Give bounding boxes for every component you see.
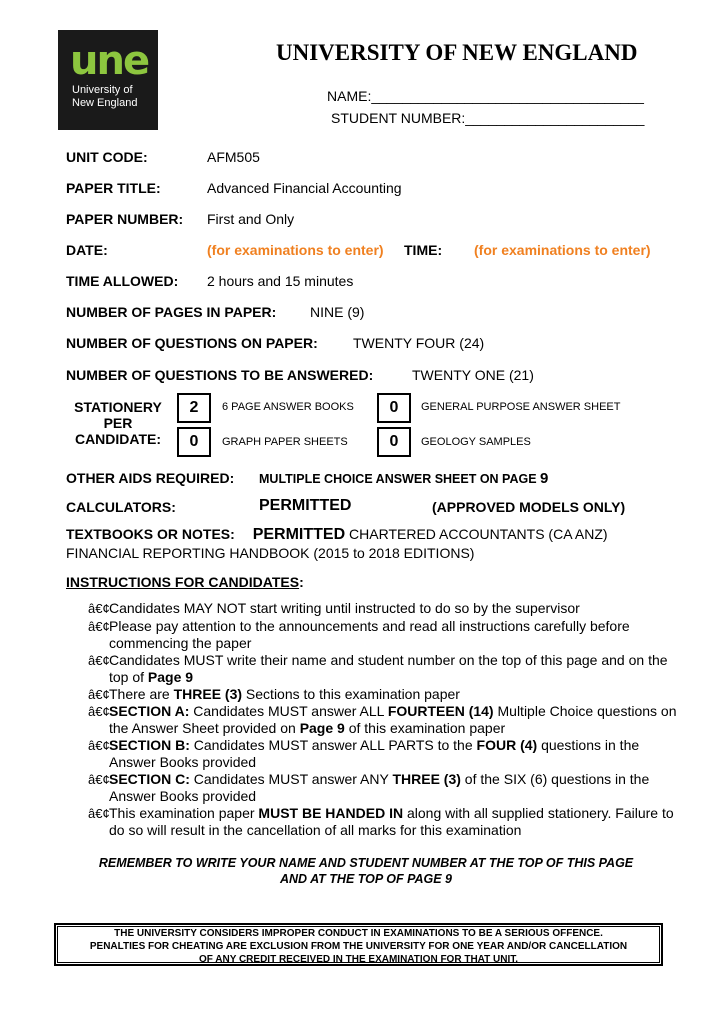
- date-value: (for examinations to enter): [207, 242, 384, 258]
- instruction-item-2: [88, 618, 678, 652]
- stationery-label-1: STATIONERY: [74, 399, 162, 415]
- logo-line-1: University of: [72, 84, 133, 96]
- time-label: TIME:: [404, 242, 443, 258]
- bullet-icon: â€¢: [88, 687, 110, 702]
- instruction-text: [109, 737, 678, 771]
- other-aids-page: 9: [540, 470, 549, 487]
- student-number-field: STUDENT NUMBER:_______________________: [331, 110, 645, 126]
- instruction-text: Please pay attention to the announcements and read all instructions carefully before commencing the paper: [109, 618, 630, 651]
- stationery-count-answer-sheet: 0: [377, 393, 411, 423]
- textbooks-value: PERMITTED: [252, 526, 346, 543]
- instruction-item-1: [88, 600, 678, 617]
- bullet-icon: â€¢: [88, 806, 110, 821]
- questions-on-value: TWENTY FOUR (24): [353, 335, 485, 351]
- instruction-item-6: [88, 737, 678, 771]
- paper-title-label: PAPER TITLE:: [66, 180, 161, 196]
- instruction-text-part: questions in the Answer Books provided: [109, 737, 640, 770]
- instruction-text-part: of the SIX (6) questions in the Answer Books provided: [109, 771, 650, 804]
- stationery-desc-answer-sheet: GENERAL PURPOSE ANSWER SHEET: [421, 401, 621, 413]
- textbooks-line-2: FINANCIAL REPORTING HANDBOOK (2015 to 2018 EDITIONS): [66, 545, 475, 561]
- instruction-text: Candidates MAY NOT start writing until instructed to do so by the supervisor: [109, 600, 580, 616]
- bullet-icon: â€¢: [88, 653, 110, 668]
- stationery-label-2: PER: [103, 415, 133, 431]
- other-aids-label: OTHER AIDS REQUIRED:: [66, 470, 235, 486]
- remember-line-1: REMEMBER TO WRITE YOUR NAME AND STUDENT NUMBER AT THE TOP OF THIS PAGE: [98, 856, 634, 870]
- instruction-text-part: Candidates MUST write their name and student number on the top of this page and on the top of: [109, 652, 668, 685]
- bullet-icon: â€¢: [88, 772, 110, 787]
- instruction-text-bold: Page 9: [299, 720, 345, 736]
- instruction-text-part: This examination paper: [109, 805, 259, 821]
- pages-value: NINE (9): [310, 304, 365, 320]
- instruction-item-7: [88, 771, 678, 805]
- other-aids-value: [259, 470, 548, 487]
- instructions-heading: [66, 574, 304, 590]
- instruction-text-part: Candidates MUST answer ANY: [189, 771, 393, 787]
- textbooks-label: TEXTBOOKS OR NOTES:: [66, 526, 235, 542]
- date-label: DATE:: [66, 242, 108, 258]
- instruction-text-bold: FOUR (4): [476, 737, 538, 753]
- questions-on-label: NUMBER OF QUESTIONS ON PAPER:: [66, 335, 318, 351]
- calculators-value: PERMITTED: [259, 497, 352, 514]
- calculators-note: (APPROVED MODELS ONLY): [432, 499, 626, 515]
- instructions-heading-text: INSTRUCTIONS FOR CANDIDATES: [66, 574, 300, 590]
- instruction-text: [109, 771, 678, 805]
- questions-answered-label: NUMBER OF QUESTIONS TO BE ANSWERED:: [66, 367, 374, 383]
- instruction-text: [109, 686, 678, 703]
- stationery-count-graph-paper: 0: [177, 427, 211, 457]
- name-field: NAME:___________________________________: [327, 88, 644, 104]
- instruction-text-bold: Page 9: [147, 669, 194, 685]
- instruction-text-part: along with all supplied stationery. Failure to do so will result in the cancellation of all marks for this examination: [109, 805, 674, 838]
- warning-line-1: THE UNIVERSITY CONSIDERS IMPROPER CONDUCT IN EXAMINATIONS TO BE A SERIOUS OFFENCE.: [114, 928, 603, 939]
- instruction-item-4: [88, 686, 678, 703]
- une-logo: [58, 30, 158, 130]
- instruction-text-part: Candidates MUST answer ALL PARTS to the: [189, 737, 477, 753]
- pages-label: NUMBER OF PAGES IN PAPER:: [66, 304, 277, 320]
- unit-code-label: UNIT CODE:: [66, 149, 148, 165]
- instructions-heading-colon: :: [299, 574, 304, 590]
- instruction-text-bold: SECTION A:: [109, 703, 190, 719]
- bullet-icon: â€¢: [88, 704, 110, 719]
- instruction-item-8: [88, 805, 678, 839]
- paper-title-value: Advanced Financial Accounting: [207, 180, 402, 196]
- stationery-label-3: CANDIDATE:: [74, 431, 162, 447]
- time-allowed-value: 2 hours and 15 minutes: [207, 273, 354, 289]
- calculators-label: CALCULATORS:: [66, 499, 176, 515]
- remember-note: [66, 855, 666, 887]
- stationery-count-answer-books: 2: [177, 393, 211, 423]
- unit-code-value: AFM505: [207, 149, 260, 165]
- university-title: UNIVERSITY OF NEW ENGLAND: [276, 40, 638, 65]
- questions-answered-value: TWENTY ONE (21): [412, 367, 534, 383]
- instruction-text-bold: SECTION B:: [109, 737, 190, 753]
- textbooks-rest: CHARTERED ACCOUNTANTS (CA ANZ): [349, 526, 608, 542]
- instruction-item-3: [88, 652, 678, 686]
- instruction-text-bold: SECTION C:: [109, 771, 190, 787]
- instruction-text: [109, 805, 678, 839]
- stationery-label: [66, 399, 170, 447]
- misconduct-warning-box: [54, 923, 663, 966]
- stationery-desc-geology: GEOLOGY SAMPLES: [421, 436, 531, 448]
- instruction-text-part: Sections to this examination paper: [242, 686, 460, 702]
- instruction-text: [109, 652, 678, 686]
- bullet-icon: â€¢: [88, 601, 110, 616]
- bullet-icon: â€¢: [88, 738, 110, 753]
- stationery-count-geology: 0: [377, 427, 411, 457]
- paper-number-label: PAPER NUMBER:: [66, 211, 184, 227]
- other-aids-text: MULTIPLE CHOICE ANSWER SHEET ON PAGE: [259, 472, 537, 486]
- warning-line-2: PENALTIES FOR CHEATING ARE EXCLUSION FROM THE UNIVERSITY FOR ONE YEAR AND/OR CANCELLATION: [89, 941, 628, 952]
- instruction-item-5: [88, 703, 678, 737]
- warning-line-3: OF ANY CREDIT RECEIVED IN THE EXAMINATION FOR THAT UNIT.: [198, 954, 519, 965]
- stationery-desc-graph-paper: GRAPH PAPER SHEETS: [222, 436, 348, 448]
- instruction-text-bold: FOURTEEN (14): [387, 703, 494, 719]
- instruction-text-part: There are: [109, 686, 174, 702]
- instruction-text-bold: THREE (3): [173, 686, 243, 702]
- instruction-text-bold: THREE (3): [392, 771, 461, 787]
- instruction-text: [109, 703, 678, 737]
- stationery-desc-answer-books: 6 PAGE ANSWER BOOKS: [222, 401, 354, 413]
- logo-mark: une: [70, 38, 149, 84]
- paper-number-value: First and Only: [207, 211, 295, 227]
- textbooks-block: [66, 525, 666, 562]
- instruction-text-part: of this examination paper: [344, 720, 506, 736]
- instruction-text-part: Multiple Choice questions on the Answer Sheet provided on: [109, 703, 677, 736]
- instruction-text-part: Candidates MUST answer ALL: [189, 703, 388, 719]
- logo-text: [72, 84, 137, 110]
- time-allowed-label: TIME ALLOWED:: [66, 273, 179, 289]
- time-value: (for examinations to enter): [474, 242, 651, 258]
- bullet-icon: â€¢: [88, 619, 110, 634]
- instruction-text-bold: MUST BE HANDED IN: [258, 805, 404, 821]
- remember-line-2: AND AT THE TOP OF PAGE 9: [279, 872, 452, 886]
- logo-line-2: New England: [72, 97, 138, 109]
